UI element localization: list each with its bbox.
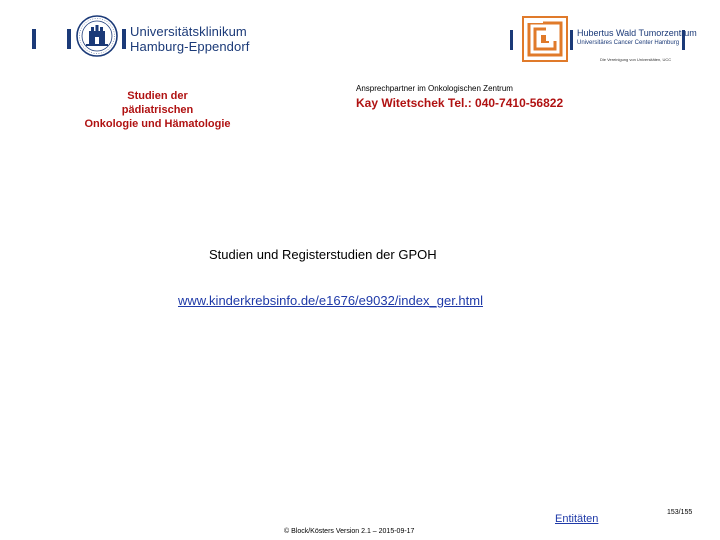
section-heading-line2: pädiatrischen	[121, 104, 194, 116]
hubertus-wald-logo	[508, 13, 697, 73]
hw-logo-name: Hubertus Wald Tumorzentrum	[577, 28, 697, 38]
hw-logo-bar-inner	[570, 30, 573, 50]
hw-logo-bar-left	[510, 30, 513, 50]
uke-logo-bar-left	[32, 29, 36, 49]
copyright-footer: © Block/Kösters Version 2.1 – 2015-09-17	[284, 528, 415, 535]
tumorzentrum-emblem-icon	[522, 16, 568, 62]
contact-name-phone: Kay Witetschek Tel.: 040-7410-56822	[356, 96, 564, 110]
section-heading-line3: Onkologie und Hämatologie	[84, 118, 231, 130]
hw-logo-tagline: Die Vereinigung von Universitäten, UCC	[600, 57, 672, 62]
page-title: Studien und Registerstudien der GPOH	[209, 247, 437, 262]
uke-logo-line1: Universitätsklinikum	[130, 24, 247, 39]
uke-logo-bar-text	[122, 29, 126, 49]
uke-logo	[30, 13, 250, 59]
entitaeten-nav-link[interactable]: Entitäten	[555, 513, 599, 525]
uke-logo-bar-inner	[67, 29, 71, 49]
section-heading-line1: Studien der	[127, 90, 188, 102]
hw-logo-subtitle: Universitäres Cancer Center Hamburg	[577, 40, 680, 46]
section-heading	[55, 89, 260, 131]
kinderkrebsinfo-link[interactable]: www.kinderkrebsinfo.de/e1676/e9032/index_ger.html	[178, 293, 483, 308]
page-number: 153/155	[667, 509, 693, 516]
contact-label: Ansprechpartner im Onkologischen Zentrum	[356, 84, 513, 93]
uke-logo-line2: Hamburg-Eppendorf	[130, 39, 250, 54]
university-seal-icon	[76, 15, 118, 57]
